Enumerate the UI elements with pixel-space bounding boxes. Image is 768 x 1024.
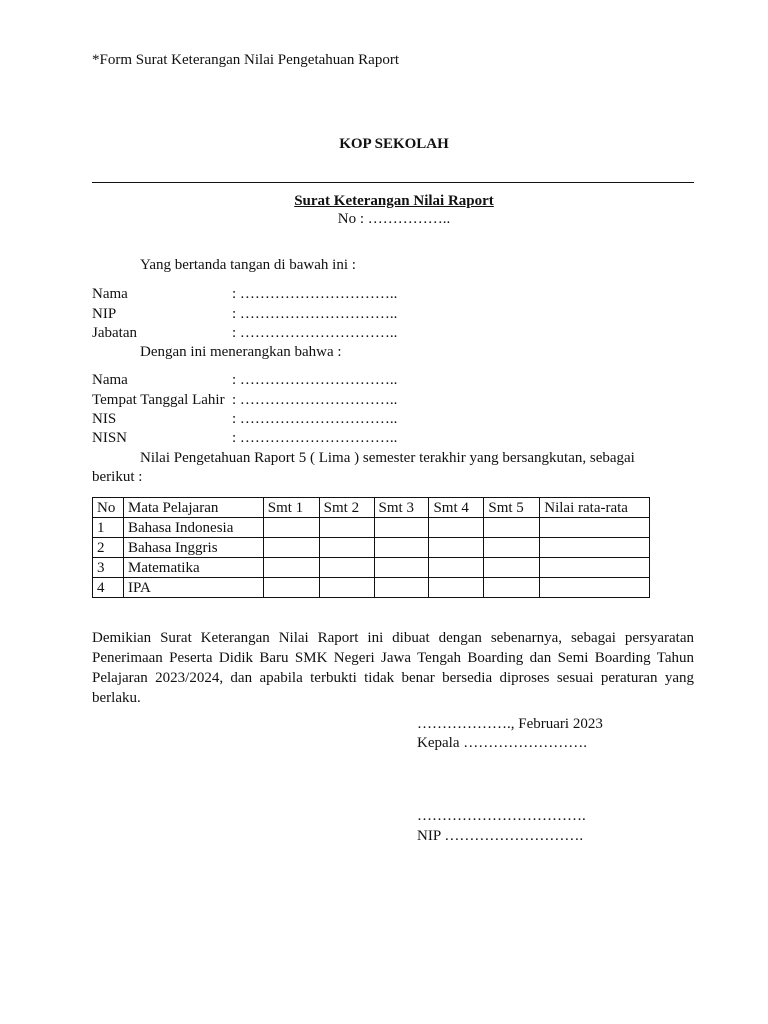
cell-subject: Bahasa Inggris (123, 538, 263, 558)
grades-intro-line1: Nilai Pengetahuan Raport 5 ( Lima ) semester terakhir yang bersangkutan, sebagai (140, 450, 635, 466)
cell-no: 2 (93, 538, 124, 558)
cell-smt3 (374, 578, 429, 598)
cell-smt2 (319, 538, 374, 558)
cell-average (540, 558, 650, 578)
signer-position-label: Jabatan (92, 325, 137, 341)
student-nisn-value: : ………………………….. (232, 430, 398, 446)
signature-date: ………………., Februari 2023 (417, 716, 603, 732)
header-smt5: Smt 5 (484, 498, 540, 518)
student-name-label: Nama (92, 372, 128, 388)
table-row (93, 578, 650, 598)
cell-smt1 (263, 558, 319, 578)
cell-smt3 (374, 558, 429, 578)
table-row (93, 538, 650, 558)
student-nisn-label: NISN (92, 430, 128, 446)
intro-text: Yang bertanda tangan di bawah ini : (140, 257, 356, 273)
grades-intro-line2: berikut : (92, 469, 143, 485)
cell-smt5 (484, 558, 540, 578)
cell-average (540, 578, 650, 598)
signer-position-value: : ………………………….. (232, 325, 398, 341)
letterhead-placeholder: KOP SEKOLAH (339, 136, 449, 152)
letterhead-divider (92, 182, 694, 183)
signature-nip: NIP ………………………. (417, 828, 584, 844)
student-nis-label: NIS (92, 411, 117, 427)
header-smt3: Smt 3 (374, 498, 429, 518)
table-header-row (93, 498, 650, 518)
cell-no: 1 (93, 518, 124, 538)
statement-text: Dengan ini menerangkan bahwa : (140, 344, 342, 360)
cell-smt5 (484, 578, 540, 598)
cell-smt1 (263, 578, 319, 598)
header-no: No (93, 498, 124, 518)
header-smt2: Smt 2 (319, 498, 374, 518)
cell-smt1 (263, 518, 319, 538)
header-subject: Mata Pelajaran (123, 498, 263, 518)
cell-average (540, 538, 650, 558)
cell-smt2 (319, 518, 374, 538)
cell-smt4 (429, 578, 484, 598)
cell-no: 4 (93, 578, 124, 598)
header-smt1: Smt 1 (263, 498, 319, 518)
cell-smt2 (319, 578, 374, 598)
letter-number: No : …………….. (337, 211, 451, 227)
header-average: Nilai rata-rata (540, 498, 650, 518)
signer-name-label: Nama (92, 286, 128, 302)
cell-subject: IPA (123, 578, 263, 598)
cell-smt5 (484, 518, 540, 538)
cell-smt5 (484, 538, 540, 558)
student-birth-value: : ………………………….. (232, 392, 398, 408)
signature-position: Kepala ……………………. (417, 735, 587, 751)
table-row (93, 558, 650, 578)
signature-name-line: ……………………………. (417, 808, 586, 824)
student-nis-value: : ………………………….. (232, 411, 398, 427)
closing-paragraph: Demikian Surat Keterangan Nilai Raport ini dibuat dengan sebenarnya, sebagai persyaratan Penerimaan Peserta Didik Baru SMK Negeri Jawa Tengah Boarding dan Semi Boarding Tahun Pelajaran 2023/2024, dan apabila terbukti tidak benar bersedia diproses sesuai peraturan yang berlaku. (92, 630, 694, 706)
letter-title: Surat Keterangan Nilai Raport (294, 193, 494, 209)
grades-table (92, 497, 650, 598)
cell-no: 3 (93, 558, 124, 578)
signer-nip-value: : ………………………….. (232, 306, 398, 322)
student-birth-label: Tempat Tanggal Lahir (92, 392, 225, 408)
form-note: *Form Surat Keterangan Nilai Pengetahuan Raport (92, 52, 400, 68)
header-smt4: Smt 4 (429, 498, 484, 518)
cell-subject: Bahasa Indonesia (123, 518, 263, 538)
cell-smt4 (429, 538, 484, 558)
cell-average (540, 518, 650, 538)
signer-nip-label: NIP (92, 306, 117, 322)
cell-subject: Matematika (123, 558, 263, 578)
cell-smt1 (263, 538, 319, 558)
cell-smt3 (374, 538, 429, 558)
cell-smt4 (429, 518, 484, 538)
signer-name-value: : ………………………….. (232, 286, 398, 302)
student-name-value: : ………………………….. (232, 372, 398, 388)
cell-smt4 (429, 558, 484, 578)
cell-smt2 (319, 558, 374, 578)
table-row (93, 518, 650, 538)
cell-smt3 (374, 518, 429, 538)
